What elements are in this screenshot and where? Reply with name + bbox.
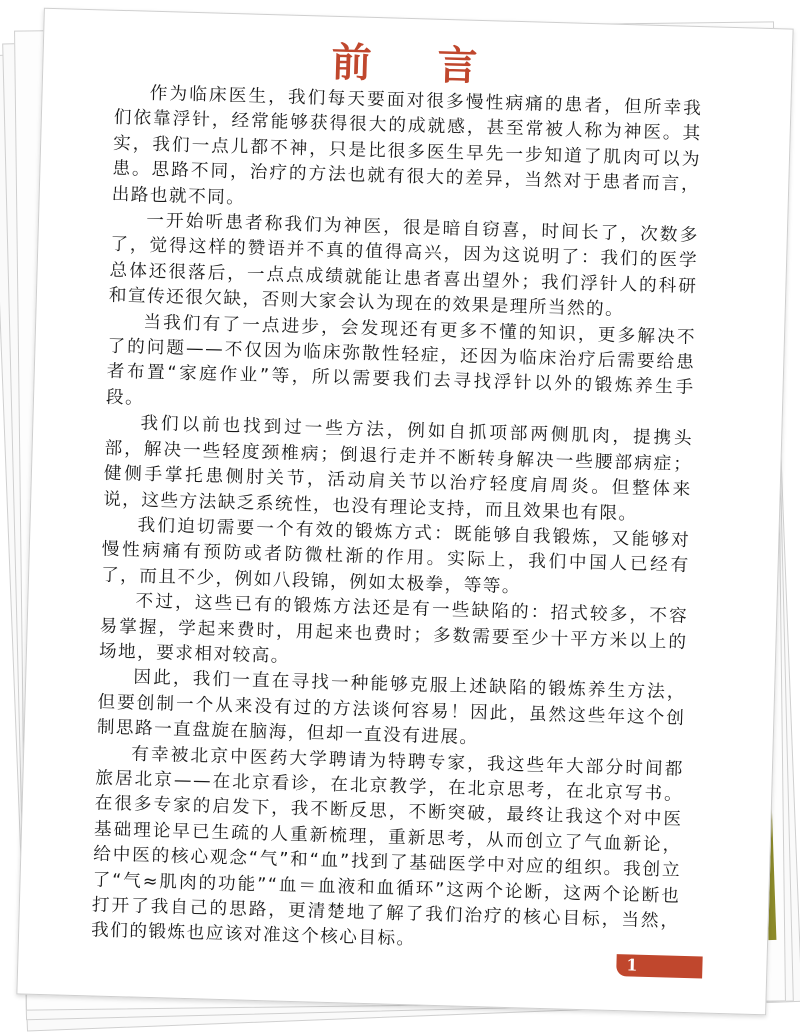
paragraph: 不过，这些已有的锻炼方法还是有一些缺陷的：招式较多，不容易掌握，学起来费时，用起来也费时；多数需要至少十平方米以上的场地，要求相对较高。 [98,591,689,667]
paragraph: 我们以前也找到过一些方法，例如自抓项部两侧肌肉，提携头部，解决一些轻度颈椎病；倒退行走并不断转身解决一些腰部病症；健侧手掌托患侧肘关节，活动肩关节以治疗轻度肩周炎。但整体来说，这些方法缺乏系统性，也没有理论支持，而且效果也有限。 [102,413,694,524]
document-page [16,8,793,1016]
paragraph: 因此，我们一直在寻找一种能够克服上述缺陷的锻炼养生方法，但要创制一个从来没有过的方法谈何容易！因此，虽然这些年这个创制思路一直盘旋在脑海，但却一直没有进展。 [96,667,687,749]
paragraph: 一开始听患者称我们为神医，很是暗自窃喜，时间长了，次数多了，觉得这样的赞语并不真的值得高兴，因为这说明了：我们的医学总体还很落后，一点点成绩就能让患者喜出望外；我们浮针人的科研和宣传还很欠缺，否则大家会认为现在的效果是理所当然的。 [108,210,700,321]
paragraph: 有幸被北京中医药大学聘请为特聘专家，我这些年大部分时间都旅居北京——在北京看诊，在北京教学，在北京思考，在北京写书。在很多专家的启发下，我不断反思，不断突破，最终让我这个对中医基础理论早已生疏的人重新梳理，重新思考，从而创立了气血新论，给中医的核心观念“气”和“血”找到了基础医学中对应的组织。我创立了“气≈肌肉的功能”“血＝血液和血循环”这两个论断，这两个论断也打开了我自己的思路，更清楚地了解了我们治疗的核心目标，当然，我们的锻炼也应该对准这个核心目标。 [90,744,685,950]
page-title: 前 言 [330,38,505,91]
paragraph: 我们迫切需要一个有效的锻炼方式：既能够自我锻炼，又能够对慢性病痛有预防或者防微杜渐的作用。实际上，我们中国人已经有了，而且不少，例如八段锦，例如太极拳，等等。 [100,515,691,597]
body-text [91,81,703,961]
paragraph: 作为临床医生，我们每天要面对很多慢性病痛的患者，但所幸我们依靠浮针，经常能够获得很大的成就感，甚至常被人称为神医。其实，我们一点儿都不神，只是比很多医生早先一步知道了肌肉可以为患。思路不同，治疗的方法也就有很大的差异，当然对于患者而言，出路也就不同。 [111,83,703,209]
page-number: 1 [626,955,638,975]
page-number-badge [616,954,703,978]
paragraph: 当我们有了一点进步，会发现还有更多不懂的知识，更多解决不了的问题——不仅因为临床弥散性轻症，还因为临床治疗后需要给患者布置“家庭作业”等，所以需要我们去寻找浮针以外的锻炼养生手段。 [105,312,697,409]
